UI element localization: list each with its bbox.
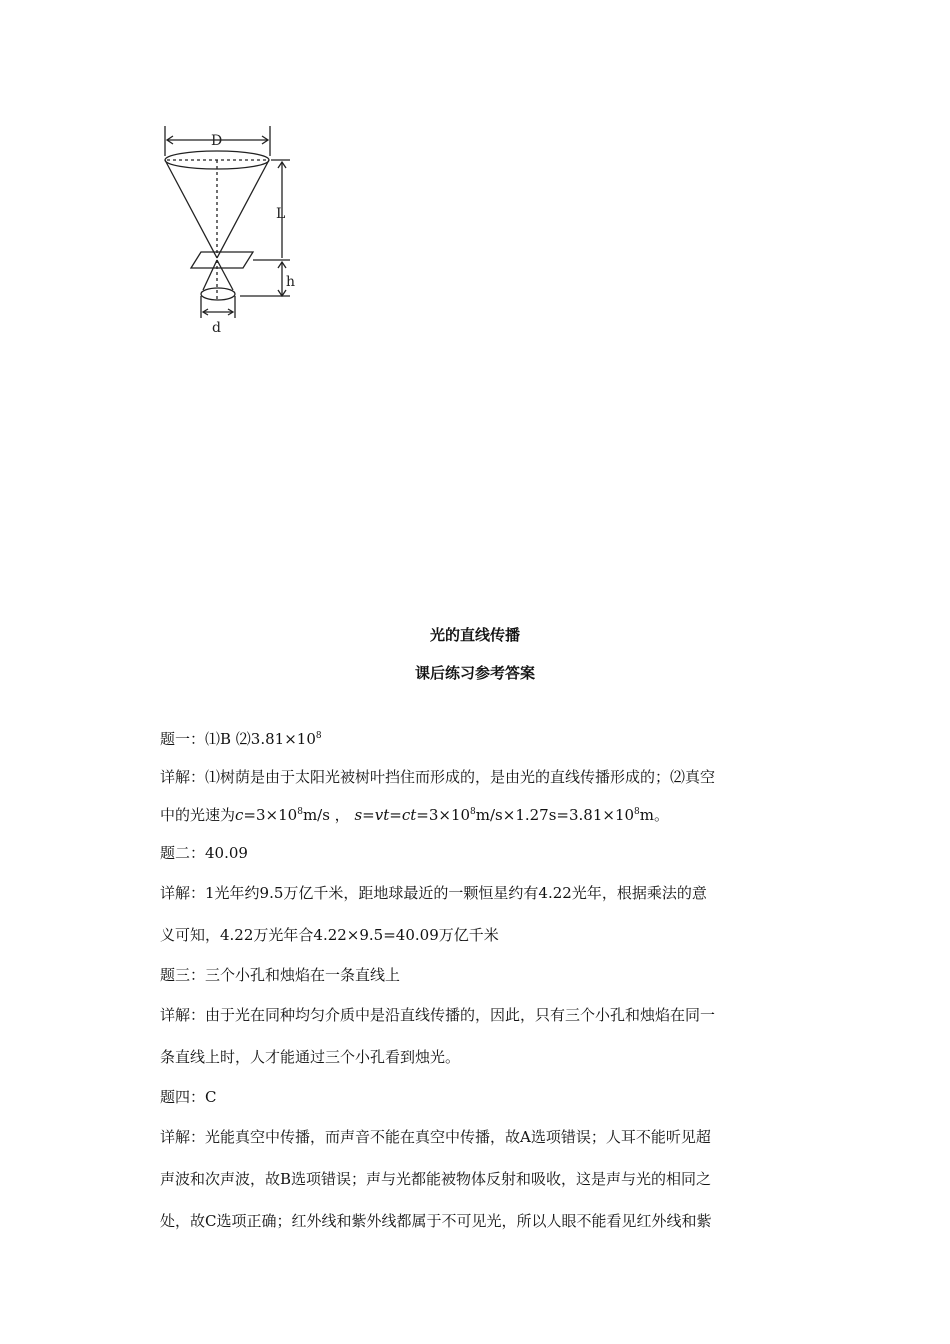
small-cone-right bbox=[217, 260, 233, 290]
cone-right-line bbox=[217, 160, 269, 258]
q1-d2-c2: m/s ， bbox=[302, 806, 355, 824]
q2-detail-line1 bbox=[160, 872, 800, 914]
q2-detail-text1: 1光年约9.5万亿千米，距地球最近的一颗恒星约有4.22光年，根据乘法的意 bbox=[205, 884, 707, 902]
q3-detail-line1 bbox=[160, 994, 800, 1036]
q2-detail-line2 bbox=[160, 914, 800, 956]
small-cone-left bbox=[203, 260, 217, 290]
q4-detail-line3 bbox=[160, 1200, 800, 1242]
q1-d2-exp2: 8 bbox=[470, 807, 476, 817]
q4-detail-text3: 处，故C选项正确；红外线和紫外线都属于不可见光，所以人眼不能看见红外线和紫 bbox=[160, 1212, 712, 1230]
screen-plane bbox=[191, 252, 253, 268]
q1-answer bbox=[160, 720, 800, 758]
q3-detail-label: 详解： bbox=[160, 1006, 206, 1024]
q1-d2-vt: vt bbox=[374, 806, 390, 824]
q1-d2-s: s bbox=[354, 806, 363, 824]
label-d-upper: D bbox=[211, 133, 223, 149]
q1-d2-g: m/s×1.27s=3.81×10 bbox=[475, 806, 635, 824]
q1-d2-h: m。 bbox=[639, 806, 670, 824]
q1-detail-line1 bbox=[160, 758, 800, 796]
q4-detail-line2 bbox=[160, 1158, 800, 1200]
page-title: 光的直线传播 bbox=[429, 626, 520, 644]
q2-detail-label: 详解： bbox=[160, 884, 206, 902]
label-d-lower: d bbox=[212, 320, 221, 336]
q2-detail-text2: 义可知，4.22万光年合4.22×9.5=40.09万亿千米 bbox=[160, 926, 499, 944]
q2-answer bbox=[160, 834, 800, 872]
label-l: L bbox=[276, 206, 286, 222]
q1-d2-d: = bbox=[362, 806, 375, 824]
q1-detail-line2 bbox=[160, 796, 800, 834]
q1-d2-exp1: 8 bbox=[297, 807, 303, 817]
q1-answer-text: ⑴B ⑵3.81×10 bbox=[205, 730, 316, 748]
label-h: h bbox=[286, 274, 296, 290]
answers-body bbox=[160, 720, 800, 1242]
q4-answer-label: 题四： bbox=[160, 1088, 206, 1106]
q1-d2-eq: = bbox=[389, 806, 402, 824]
q1-d2-c: c bbox=[235, 806, 244, 824]
q1-answer-exponent: 8 bbox=[315, 731, 322, 741]
image-ellipse bbox=[201, 288, 235, 300]
q1-detail-text1: ⑴树荫是由于太阳光被树叶挡住而形成的，是由光的直线传播形成的；⑵真空 bbox=[205, 768, 716, 786]
q3-answer bbox=[160, 956, 800, 994]
q4-detail-label: 详解： bbox=[160, 1128, 206, 1146]
q1-answer-label: 题一： bbox=[160, 730, 206, 748]
q1-d2-a: 中的光速为 bbox=[160, 806, 236, 824]
q3-detail-text2: 条直线上时，人才能通过三个小孔看到烛光。 bbox=[160, 1048, 461, 1066]
q3-detail-line2 bbox=[160, 1036, 800, 1078]
q1-d2-exp3: 8 bbox=[634, 807, 640, 817]
page-subtitle: 课后练习参考答案 bbox=[414, 664, 535, 682]
q2-answer-label: 题二： bbox=[160, 844, 206, 862]
q1-d2-f: =3×10 bbox=[416, 806, 471, 824]
q4-detail-line1 bbox=[160, 1116, 800, 1158]
q3-answer-text: 三个小孔和烛焰在一条直线上 bbox=[205, 966, 401, 984]
q1-detail-label: 详解： bbox=[160, 768, 206, 786]
q4-detail-text2: 声波和次声波，故B选项错误；声与光都能被物体反射和吸收，这是声与光的相同之 bbox=[160, 1170, 712, 1188]
pinhole-diagram-svg bbox=[155, 118, 315, 343]
q4-answer-text: C bbox=[205, 1088, 217, 1106]
pinhole-diagram bbox=[155, 118, 315, 343]
q1-d2-ct: ct bbox=[401, 806, 417, 824]
q4-answer bbox=[160, 1078, 800, 1116]
q3-detail-text1: 由于光在同种均匀介质中是沿直线传播的，因此，只有三个小孔和烛焰在同一 bbox=[205, 1006, 716, 1024]
cone-left-line bbox=[165, 160, 217, 258]
q2-answer-text: 40.09 bbox=[205, 844, 248, 862]
q4-detail-text1: 光能真空中传播，而声音不能在真空中传播，故A选项错误；人耳不能听见超 bbox=[205, 1128, 711, 1146]
q1-d2-b: =3×10 bbox=[243, 806, 298, 824]
q3-answer-label: 题三： bbox=[160, 966, 206, 984]
